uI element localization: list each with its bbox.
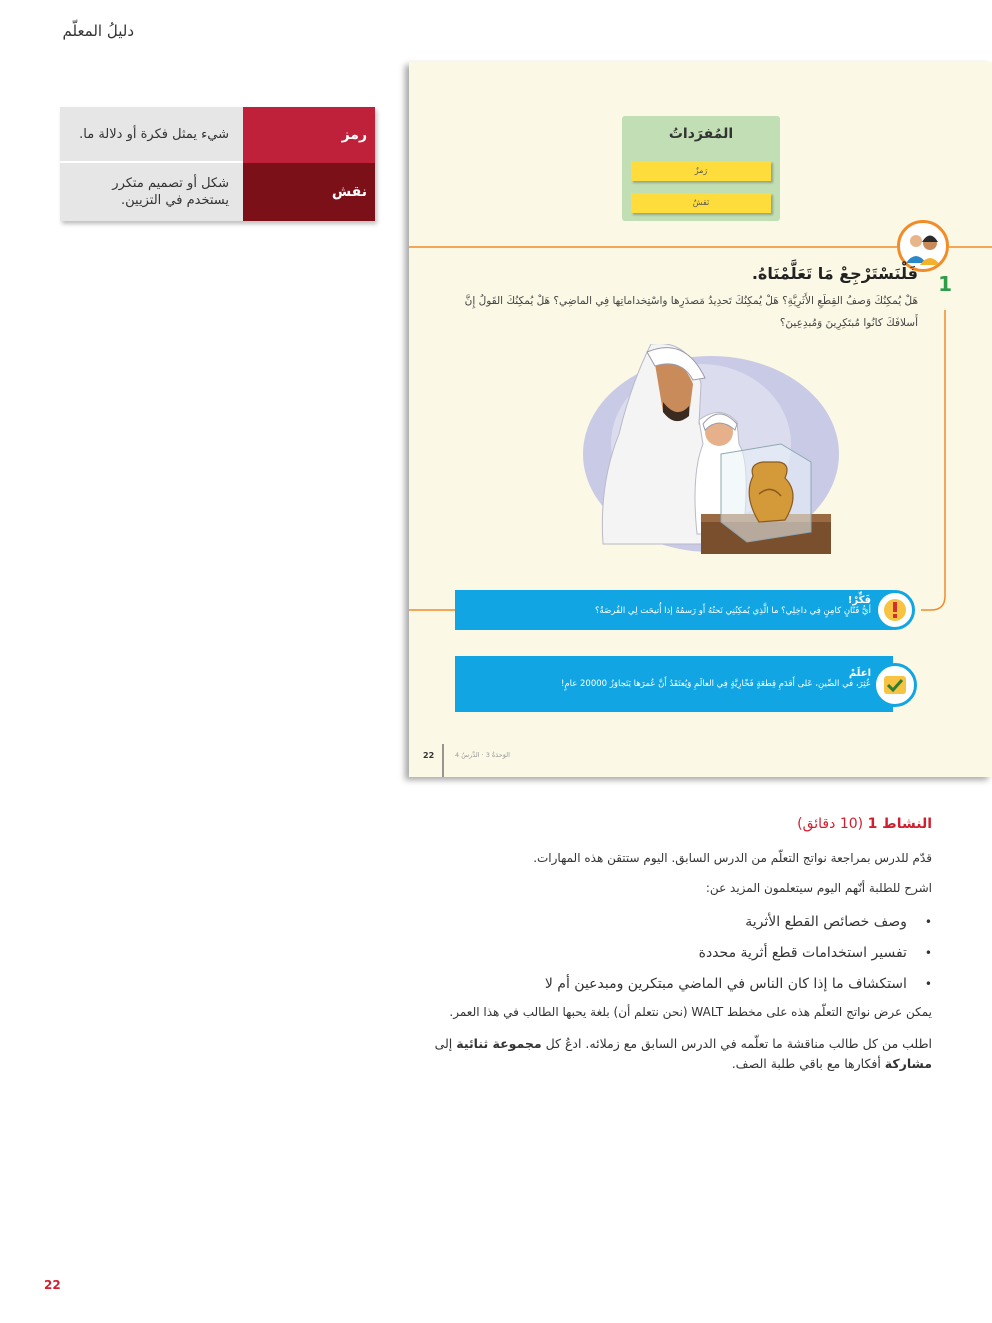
section-heading: فَلْنَسْتَرْجِعْ مَا تَعَلَّمْنَاهُ. — [751, 264, 918, 283]
glossary-row — [60, 107, 375, 163]
unit-label: الوَحدَةُ 3 · الدَّرسُ 4 — [455, 751, 510, 759]
pair-bold: مشاركة — [884, 1056, 932, 1071]
pair-text: اطلب من كل طالب مناقشة ما تعلّمه في الدرس السابق مع زملائه. ادعُ كل — [545, 1036, 932, 1051]
glossary-table — [60, 107, 375, 221]
glossary-definition: شكل أو تصميم متكرر يستخدم في التزيين. — [60, 163, 243, 221]
bullet-icon: • — [924, 914, 932, 929]
think-text: أيُّ فَنّانٍ كامِنٍ فِي داخِلِي؟ ما الَّذِي يُمكِنُنِي نَحتُهُ أَو رَسمُهُ إذا أُتيحَت لِي الفُرصَةُ؟ — [595, 606, 871, 616]
list-item-text: وصف خصائص القطع الأثرية — [745, 913, 907, 930]
bullet-icon: • — [924, 976, 932, 991]
book-page-number: 22 — [423, 751, 435, 760]
activity-time: (10 دقائق) — [797, 816, 864, 832]
think-box — [455, 590, 893, 630]
glossary-term: رمز — [243, 107, 375, 163]
vocabulary-word: رَمزٌ — [631, 161, 771, 181]
list-item — [412, 968, 932, 999]
textbook-page — [409, 62, 992, 777]
museum-illustration — [581, 344, 841, 554]
fact-box — [455, 656, 893, 712]
glossary-definition: شيء يمثل فكرة أو دلالة ما. — [60, 107, 243, 163]
fact-title: اعلَمْ — [848, 668, 871, 679]
vocabulary-title: المُفرَداتُ — [668, 126, 734, 142]
glossary-row — [60, 163, 375, 221]
pair-text: إلى — [434, 1036, 453, 1051]
list-item-text: استكشاف ما إذا كان الناس في الماضي مبتكرين ومبدعين أم لا — [544, 975, 907, 992]
list-item — [412, 906, 932, 937]
glossary-term: نقش — [243, 163, 375, 221]
lightbulb-icon — [875, 590, 915, 630]
pair-bold: مجموعة ثنائية — [456, 1036, 542, 1051]
vocabulary-box — [622, 116, 780, 221]
walt-text: يمكن عرض نواتج التعلّم هذه على مخطط WALT (نحن نتعلم أن) بلغة يحبها الطالب في هذا العمر. — [449, 1005, 932, 1019]
pair-instruction — [412, 1034, 932, 1074]
objectives-list — [412, 906, 932, 999]
activity-heading — [412, 816, 932, 832]
explain-text: اشرح للطلبة أنّهم اليوم سيتعلمون المزيد عن: — [705, 881, 932, 895]
page-number: 22 — [44, 1278, 61, 1292]
vocabulary-word: نَقشٌ — [631, 193, 771, 213]
section-number: 1 — [938, 272, 952, 296]
bullet-icon: • — [924, 945, 932, 960]
review-question: هَلْ يُمكِنُكَ وَصفُ القِطَعِ الأَثَرِيَّةِ؟ هَلْ يُمكِنُكَ تَحدِيدُ مَصدَرِها واسْتِخداماتِها فِي الماضِي؟ هَلْ يُمكِنُكَ القَولُ إِنَّ أَسلافَكَ كانُوا مُبتَكِرِينَ وَمُبدِعِينَ؟ — [464, 295, 918, 329]
think-title: فَكِّرْ! — [847, 595, 871, 606]
checkmark-icon — [873, 663, 917, 707]
pair-text: أفكارها مع باقي طلبة الصف. — [731, 1056, 881, 1071]
activity-title: النشاط 1 — [867, 816, 932, 832]
intro-text: قدّم للدرس بمراجعة نواتج التعلّم من الدرس السابق. اليوم ستتقن هذه المهارات. — [533, 851, 932, 865]
list-item — [412, 937, 932, 968]
guide-title: دليلُ المعلّم — [62, 22, 134, 40]
fact-text: عُثِرَ، في الصِّينِ، عَلى أَقدَمِ قِطعَةٍ فَخّارِيَّةٍ فِي العالَمِ وَيُعتَقَدُ أَنَّ عُمرَها يَتَجاوَزُ 20000 عامٍ! — [560, 679, 871, 689]
list-item-text: تفسير استخدامات قطع أثرية محددة — [698, 944, 907, 961]
